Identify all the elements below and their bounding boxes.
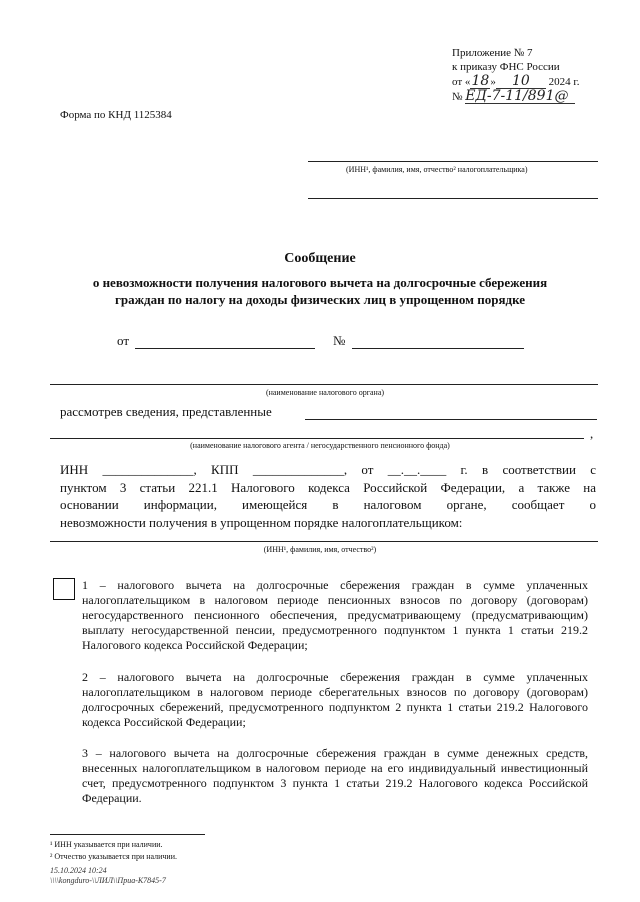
- subtitle-line-2: граждан по налогу на доходы физических лиц в упрощенном порядке: [114, 292, 526, 307]
- footnote-separator: [50, 834, 205, 835]
- number-label: №: [333, 333, 346, 348]
- print-stamp-path: \\\\kongduro-\\ЛИЛ\\Приа-К7845-7: [50, 876, 166, 885]
- appendix-date: от «18» 10 2024 г.: [452, 73, 580, 89]
- tax-authority-field: [50, 384, 598, 385]
- footnote-2: ² Отчество указывается при наличии.: [50, 852, 177, 861]
- option-checkbox[interactable]: [53, 578, 75, 600]
- tax-authority-caption: (наименование налогового органа): [265, 388, 385, 397]
- handwritten-month: 10: [496, 74, 546, 89]
- footnote-1: ¹ ИНН указывается при наличии.: [50, 840, 163, 849]
- subtitle-line-1: о невозможности получения налогового вычета на долгосрочные сбережения: [92, 275, 548, 290]
- body-line-2: пунктом 3 статьи 221.1 Налогового кодекса Российской Федерации, а также на: [60, 479, 596, 495]
- page-title: Сообщение: [284, 251, 356, 266]
- agent-field-1: [305, 419, 597, 420]
- from-label: от: [117, 333, 130, 348]
- from-field: [135, 348, 315, 349]
- appendix-order: к приказу ФНС России: [452, 61, 560, 73]
- option-item-2: 2 – налогового вычета на долгосрочные сбережения граждан в сумме уплаченных налогоплательщиком в налоговом периоде сберегательных взносов по договору (договорам) долгосрочных сбережений, предусмотренного подпунктом 2 пункта 1 статьи 219.2 Налогового кодекса Российской Федерации;: [82, 670, 588, 729]
- taxpayer-field-line: [308, 161, 598, 162]
- agent-caption: (наименование налогового агента / негосударственного пенсионного фонда): [190, 441, 450, 450]
- body-line-4: невозможности получения в упрощенном порядке налогоплательщиком:: [60, 514, 463, 530]
- taxpayer-field-line-2: [308, 198, 598, 199]
- option-item-3: 3 – налогового вычета на долгосрочные сбережения граждан в сумме денежных средств, внесенных налогоплательщиком в налоговом периоде на его индивидуальный инвестиционный счет, предусмотренного подпунктом 3 пункта 1 статьи 219.2 Налогового кодекса Российской Федерации.: [82, 746, 588, 805]
- body-line-3: основании информации, имеющейся в налоговом органе, сообщает о: [60, 497, 596, 512]
- appendix-number: Приложение № 7: [452, 47, 533, 59]
- body-paragraph: [60, 461, 596, 531]
- reviewed-label: рассмотрев сведения, представленные: [60, 404, 272, 419]
- handwritten-number: ЕД-7-11/891@: [465, 89, 575, 104]
- number-field: [352, 348, 524, 349]
- agent-comma: ,: [590, 426, 594, 441]
- print-stamp-date: 15.10.2024 10:24: [50, 866, 107, 875]
- taxpayer-caption: (ИНН¹, фамилия, имя, отчество² налогоплательщика): [346, 165, 528, 174]
- appendix-block: [452, 46, 622, 104]
- option-item-1: 1 – налогового вычета на долгосрочные сбережения граждан в сумме уплаченных налогоплательщиком в налоговом периоде пенсионных взносов по договору (договорам) негосударственного пенсионного обеспечения, предусматривающему (предусматривающим) выплату негосударственной пенсии, предусмотренного подпунктом 1 пункта 1 статьи 219.2 Налогового кодекса Российской Федерации;: [82, 578, 588, 652]
- handwritten-day: 18: [471, 73, 490, 89]
- appendix-order-number: № ЕД-7-11/891@: [452, 89, 622, 104]
- form-code: Форма по КНД 1125384: [60, 109, 172, 121]
- agent-field-2: [50, 438, 584, 439]
- taxpayer-field-2: [50, 541, 598, 542]
- taxpayer-caption-2: (ИНН¹, фамилия, имя, отчество²): [263, 545, 377, 554]
- body-line-1: ИНН ______________, КПП ______________, от __.__.____ г. в соответствии с: [60, 462, 596, 477]
